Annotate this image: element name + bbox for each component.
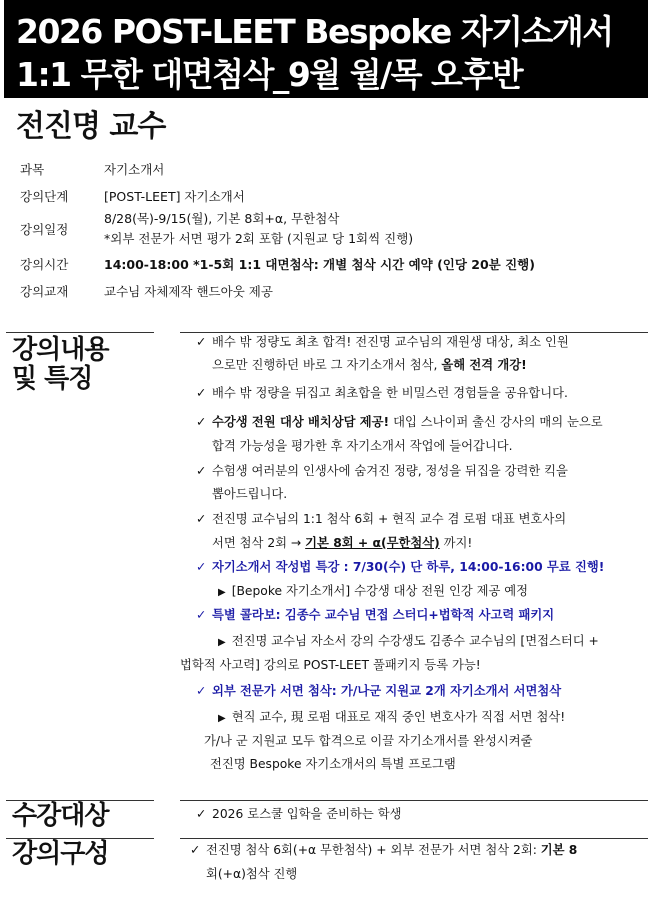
check-icon: ✓	[196, 415, 207, 429]
feature-item-highlight	[196, 602, 554, 628]
check-icon: ✓	[196, 608, 207, 622]
info-value: 자기소개서	[104, 162, 165, 177]
check-icon: ✓	[196, 560, 207, 574]
feature-text: 특별 콜라보: 김종수 교수님 면접 스터디+법학적 사고력 패키지	[212, 608, 555, 622]
feature-item-cont	[212, 530, 472, 556]
check-icon: ✓	[196, 684, 207, 698]
info-value: [POST-LEET] 자기소개서	[104, 189, 245, 204]
composition-text-bold: 기본 8	[540, 843, 578, 857]
check-icon: ✓	[196, 464, 207, 478]
section-title-features	[12, 336, 108, 394]
composition-text: 회(+α)첨삭 진행	[206, 867, 298, 881]
feature-text: 서면 첨삭 2회 →	[212, 536, 306, 550]
feature-text: 법학적 사고력] 강의로 POST-LEET 풀패키지 등록 가능!	[180, 658, 481, 672]
feature-text: 현직 교수, 現 로펌 대표로 재직 중인 변호사가 직접 서면 첨삭!	[231, 710, 566, 724]
check-icon: ✓	[196, 335, 207, 349]
info-key: 과목	[20, 162, 45, 177]
section-divider	[6, 332, 154, 333]
feature-text: 뽑아드립니다.	[212, 487, 288, 501]
triangle-bullet-icon: ▶	[218, 713, 226, 724]
professor-name: 전진명 교수	[16, 109, 166, 144]
feature-text-underlined: 기본 8회 + α(무한첨삭)	[305, 536, 440, 550]
composition-text: 전진명 첨삭 6회(+α 무한첨삭) + 외부 전문가 서면 첨삭 2회:	[206, 843, 541, 857]
feature-text: [Bepoke 자기소개서] 수강생 대상 전원 인강 제공 예정	[231, 584, 529, 598]
section-title-composition: 강의구성	[12, 839, 109, 869]
feature-sub-item-cont	[180, 652, 481, 678]
triangle-bullet-icon: ▶	[218, 587, 226, 598]
composition-item-cont	[206, 861, 297, 887]
info-value-note: *외부 전문가 서면 평가 2회 포함 (지원교 당 1회씩 진행)	[104, 231, 414, 246]
feature-text: 외부 전문가 서면 첨삭: 가/나군 지원교 2개 자기소개서 서면첨삭	[212, 684, 562, 698]
composition-item	[190, 837, 577, 863]
feature-text: 대입 스나이퍼 출신 강사의 매의 눈으로	[389, 415, 603, 429]
title-banner	[4, 0, 648, 98]
feature-text: 배수 밖 정량도 최초 합격! 전진명 교수님의 재원생 대상, 최소 인원	[212, 335, 569, 349]
info-key: 강의일정	[20, 222, 69, 237]
feature-item	[196, 506, 566, 532]
section-title-line: 및 특징	[12, 364, 93, 394]
feature-text: 전진명 교수님의 1:1 첨삭 6회 + 현직 교수 겸 로펌 대표 변호사의	[212, 512, 567, 526]
info-value: 교수님 자체제작 핸드아웃 제공	[104, 284, 273, 299]
info-value: 14:00-18:00 *1-5회 1:1 대면첨삭: 개별 첨삭 시간 예약 (인당 20분 진행)	[104, 257, 535, 272]
feature-text: 까지!	[439, 536, 473, 550]
info-value: 8/28(목)-9/15(월), 기본 8회+α, 무한첨삭	[104, 211, 340, 226]
target-item	[196, 801, 401, 827]
triangle-bullet-icon: ▶	[218, 637, 226, 648]
feature-text-bold: 올해 전격 개강!	[441, 358, 527, 372]
feature-text: 배수 밖 정량을 뒤집고 최초합을 한 비밀스런 경험들을 공유합니다.	[212, 386, 568, 400]
feature-item-cont	[212, 352, 527, 378]
banner-title-line2: 1:1 무한 대면첨삭_9월 월/목 오후반	[16, 55, 523, 94]
feature-text: 가/나 군 지원교 모두 합격으로 이끌 자기소개서를 완성시켜줄	[204, 734, 533, 748]
banner-title-line1: 2026 POST-LEET Bespoke 자기소개서	[16, 12, 613, 51]
feature-item-highlight	[196, 554, 604, 580]
feature-text: 자기소개서 작성법 특강 : 7/30(수) 단 하루, 14:00-16:00 무료 진행!	[212, 560, 605, 574]
feature-text: 합격 가능성을 평가한 후 자기소개서 작업에 들어갑니다.	[212, 439, 513, 453]
feature-item-cont	[212, 481, 287, 507]
section-title-target: 수강대상	[12, 801, 109, 831]
feature-item	[196, 409, 603, 435]
feature-item-cont	[212, 433, 513, 459]
feature-item	[196, 380, 568, 406]
check-icon: ✓	[190, 843, 201, 857]
info-key: 강의시간	[20, 257, 69, 272]
feature-text: 전진명 Bespoke 자기소개서의 특별 프로그램	[210, 757, 456, 771]
check-icon: ✓	[196, 386, 207, 400]
section-title-line: 강의내용	[12, 335, 109, 365]
feature-sub-item-cont	[210, 751, 456, 777]
feature-text: 전진명 교수님 자소서 강의 수강생도 김종수 교수님의 [면접스터디 +	[231, 634, 599, 648]
target-text: 2026 로스쿨 입학을 준비하는 학생	[212, 807, 402, 821]
check-icon: ✓	[196, 512, 207, 526]
info-key: 강의교재	[20, 284, 69, 299]
check-icon: ✓	[196, 807, 207, 821]
feature-text: 으로만 진행하던 바로 그 자기소개서 첨삭,	[212, 358, 442, 372]
feature-text-bold: 수강생 전원 대상 배치상담 제공!	[212, 415, 390, 429]
feature-item-highlight	[196, 678, 561, 704]
feature-text: 수험생 여러분의 인생사에 숨겨진 정량, 정성을 뒤집을 강력한 킥을	[212, 464, 568, 478]
info-key: 강의단계	[20, 189, 69, 204]
